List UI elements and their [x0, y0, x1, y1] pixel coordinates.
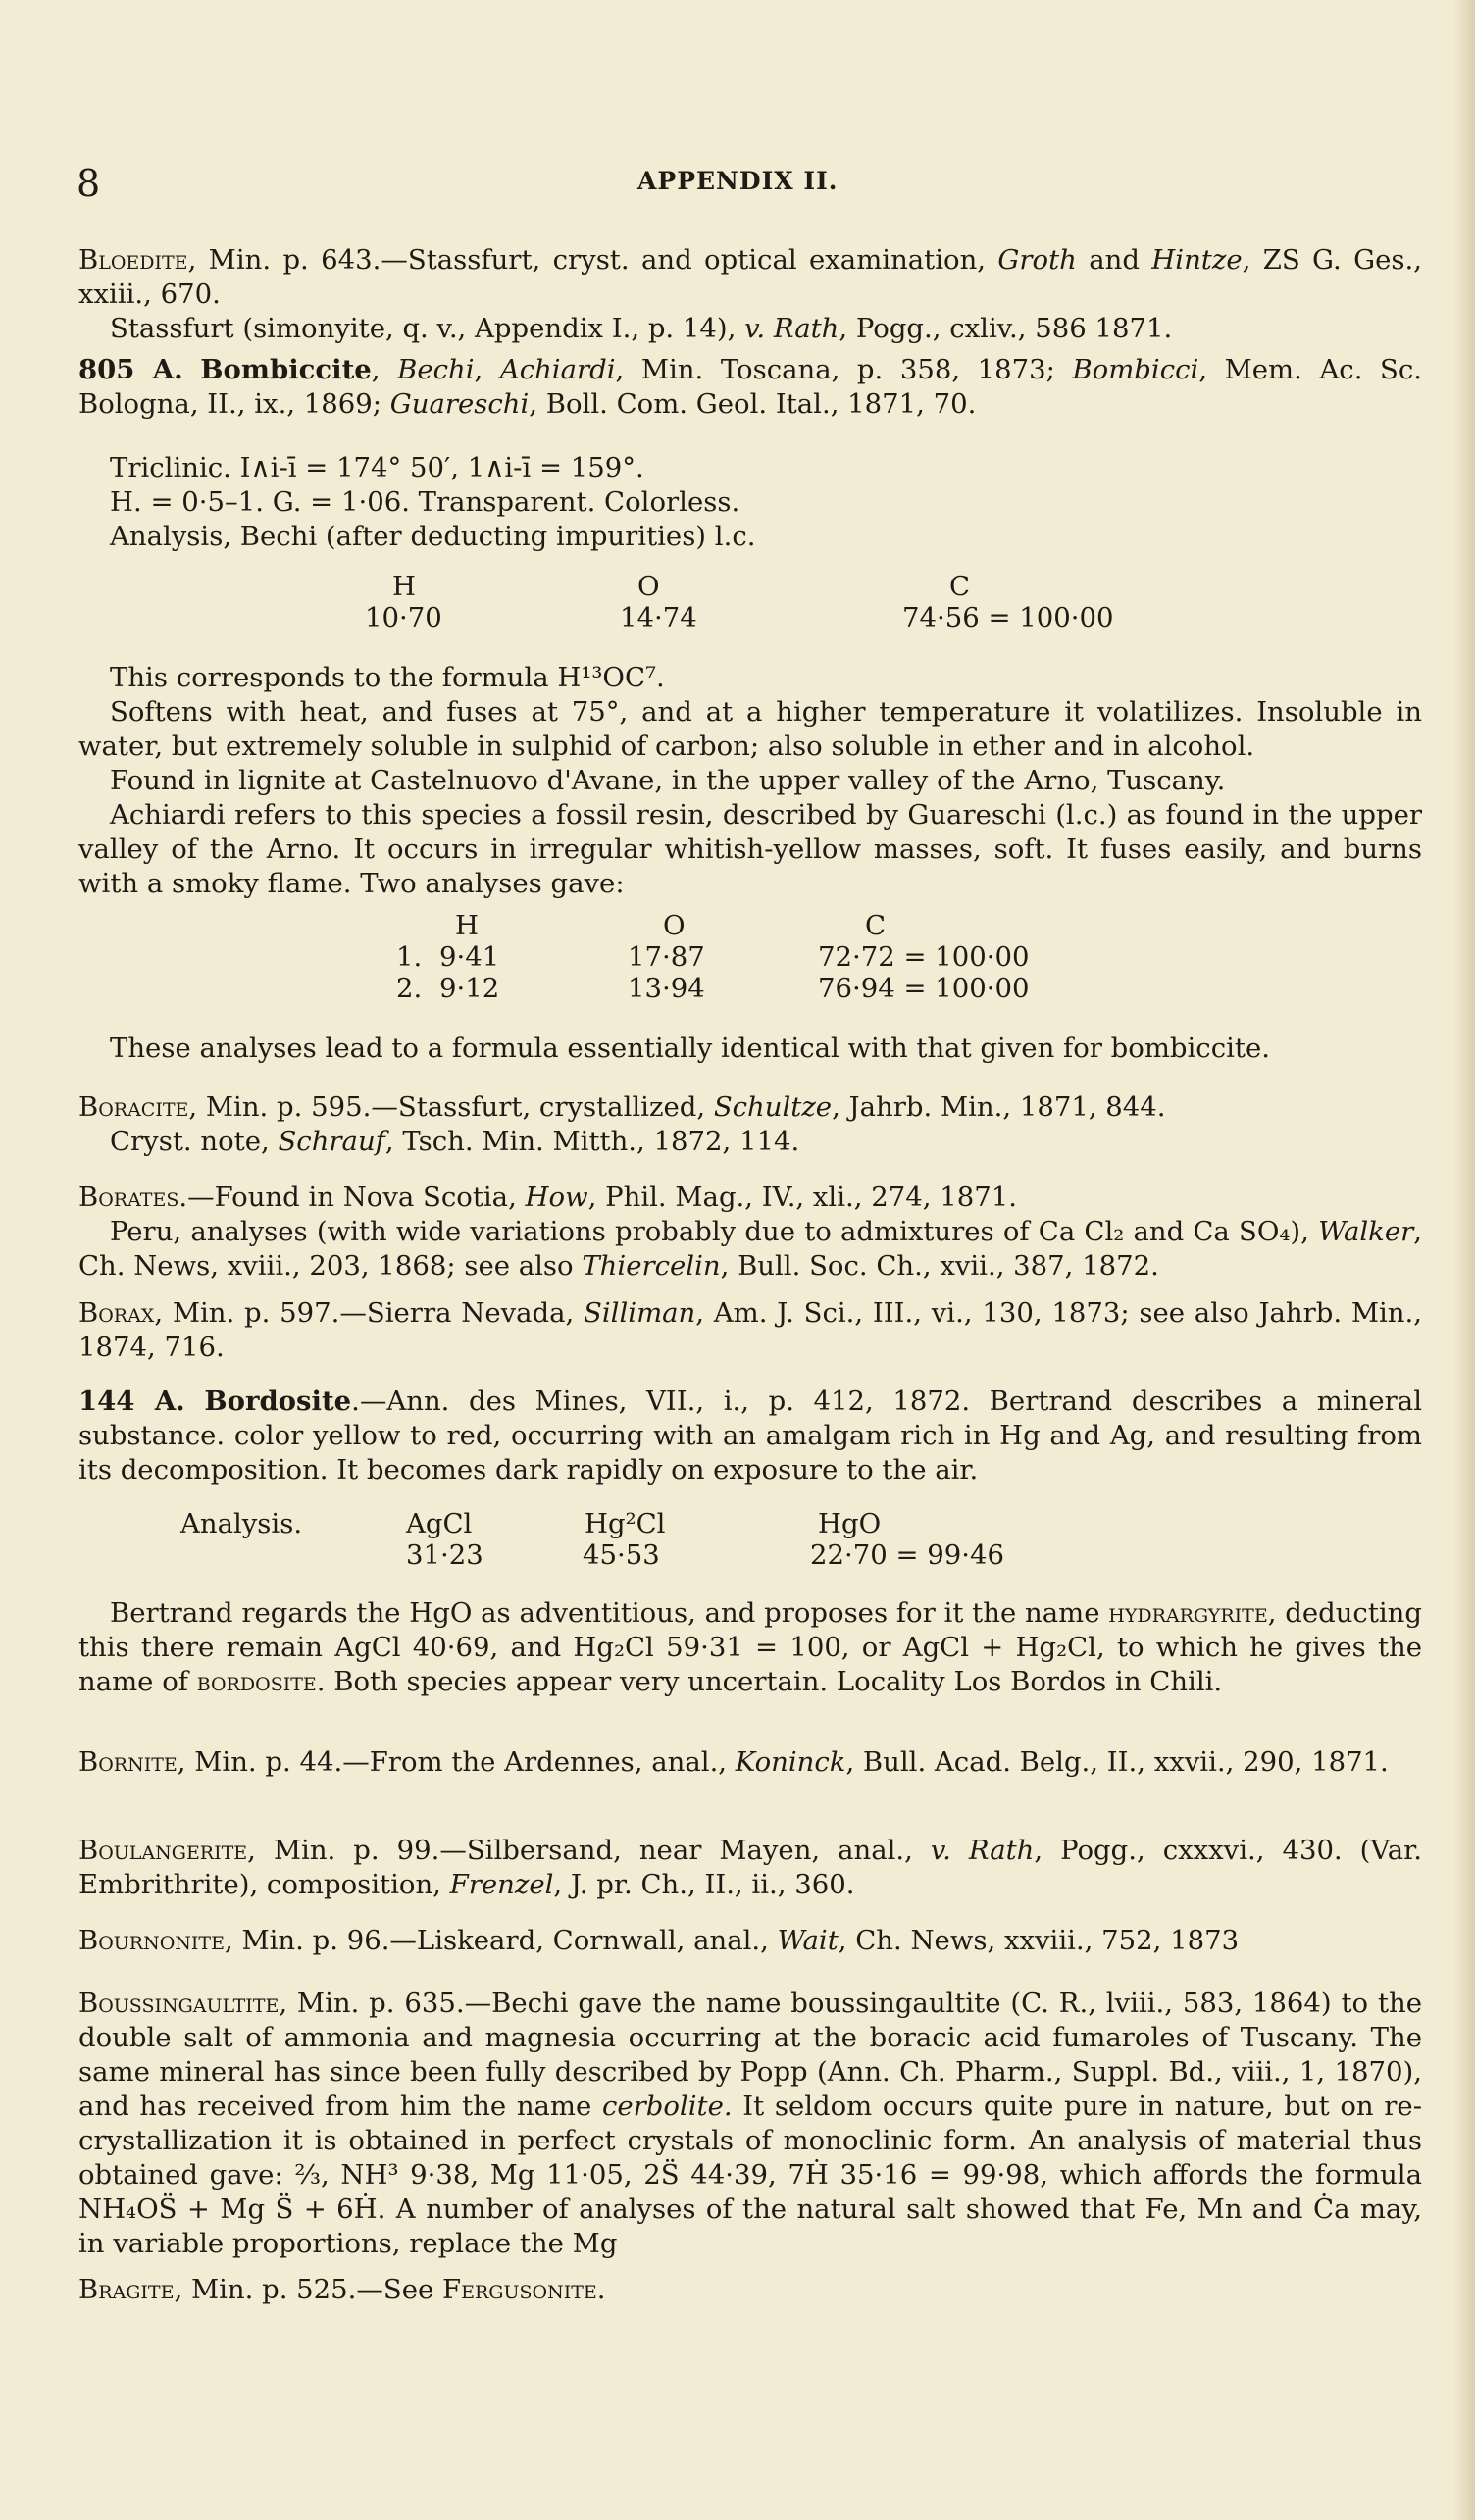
- entry-borax: Borax, Min. p. 597.—Sierra Nevada, Silliman, Am. J. Sci., III., vi., 130, 1873; see also Jahrb. Min., 1874, 716.: [78, 1297, 1422, 1363]
- column-header: H: [392, 571, 416, 602]
- entry-name: Bournonite: [78, 1925, 225, 1956]
- bombiccite-description: This corresponds to the formula H¹³OC⁷. Softens with heat, and fuses at 75°, and at a higher temperature it volatilizes. Insoluble in water, but extremely soluble in sulphid of carbon; also soluble in ether and in alcohol. Found in lignite at Castelnuovo d'Avane, in the upper valley of the Arno, Tuscany. Achiardi refers to this species a fossil resin, described by Guareschi (l.c.) as found in the upper valley of the Arno. It occurs in irregular whitish-yellow masses, soft. It fuses easily, and burns with a smoky flame. Two analyses gave:: [78, 662, 1422, 899]
- entry-name: Boracite: [78, 1091, 189, 1123]
- table-cell: 13·94: [628, 973, 705, 1004]
- table-label: Analysis.: [180, 1508, 303, 1539]
- page-number: 8: [76, 162, 101, 205]
- entry-name: Bragite: [78, 2274, 175, 2305]
- entry-name: Boulangerite: [78, 1835, 248, 1866]
- entry-bragite: Bragite, Min. p. 525.—See Fergusonite.: [78, 2274, 606, 2305]
- column-header: AgCl: [406, 1508, 473, 1539]
- entry-bordosite: 144 A. Bordosite.—Ann. des Mines, VII., i., p. 412, 1872. Bertrand describes a mineral substance. color yellow to red, occurring with an amalgam rich in Hg and Ag, and resulting from its decomposition. It becomes dark rapidly on exposure to the air.: [78, 1386, 1422, 1486]
- table-cell: 14·74: [620, 602, 697, 633]
- entry-name: Borates: [78, 1182, 179, 1213]
- bombiccite-properties: Triclinic. I∧i-ī = 174° 50′, 1∧i-ī = 159°. H. = 0·5–1. G. = 1·06. Transparent. Colorless. Analysis, Bechi (after deducting impurities) l.c.: [110, 452, 756, 552]
- table-cell: 9·12: [439, 973, 500, 1004]
- column-header: C: [949, 571, 971, 602]
- table-cell: 17·87: [628, 941, 705, 973]
- entry-bournonite: Bournonite, Min. p. 96.—Liskeard, Cornwall, anal., Wait, Ch. News, xxviii., 752, 1873: [78, 1925, 1240, 1956]
- entry-name: Bloedite: [78, 244, 188, 276]
- bombiccite-conclusion: These analyses lead to a formula essentially identical with that given for bombiccite.: [110, 1033, 1270, 1064]
- bordosite-discussion: Bertrand regards the HgO as adventitious, and proposes for it the name hydrargyrite, deducting this there remain AgCl 40·69, and Hg₂Cl 59·31 = 100, or AgCl + Hg₂Cl, to which he gives the name of bordosite. Both species appear very uncertain. Locality Los Bordos in Chili.: [78, 1597, 1422, 1697]
- entry-name: Borax: [78, 1297, 155, 1329]
- entry-boracite: Boracite, Min. p. 595.—Stassfurt, crystallized, Schultze, Jahrb. Min., 1871, 844. Cryst. note, Schrauf, Tsch. Min. Mitth., 1872, 114.: [78, 1091, 1166, 1157]
- row-label: 1.: [396, 941, 423, 973]
- column-header: O: [663, 910, 686, 941]
- table-cell: 74·56 = 100·00: [902, 602, 1114, 633]
- table-cell: 72·72 = 100·00: [818, 941, 1030, 973]
- table-cell: 22·70 = 99·46: [810, 1539, 1004, 1571]
- entry-boulangerite: Boulangerite, Min. p. 99.—Silbersand, near Mayen, anal., v. Rath, Pogg., cxxxvi., 430. (Var. Embrithrite), composition, Frenzel, J. pr. Ch., II., ii., 360.: [78, 1835, 1422, 1900]
- entry-name: Bombiccite: [200, 354, 372, 385]
- table-cell: 10·70: [365, 602, 442, 633]
- entry-name: Bornite: [78, 1746, 178, 1778]
- entry-bloedite: Bloedite, Min. p. 643.—Stassfurt, cryst. and optical examination, Groth and Hintze, ZS G. Ges., xxiii., 670. Stassfurt (simonyite, q. v., Appendix I., p. 14), v. Rath, Pogg., cxliv., 586 1871.: [78, 244, 1422, 344]
- entry-bornite: Bornite, Min. p. 44.—From the Ardennes, anal., Koninck, Bull. Acad. Belg., II., xxvii., 290, 1871.: [78, 1746, 1389, 1778]
- entry-borates: Borates.—Found in Nova Scotia, How, Phil. Mag., IV., xli., 274, 1871. Peru, analyses (with wide variations probably due to admixtures of Ca Cl₂ and Ca SO₄), Walker, Ch. News, xviii., 203, 1868; see also Thiercelin, Bull. Soc. Ch., xvii., 387, 1872.: [78, 1182, 1422, 1282]
- entry-bombiccite: 805 A. Bombiccite, Bechi, Achiardi, Min. Toscana, p. 358, 1873; Bombicci, Mem. Ac. Sc. Bologna, II., ix., 1869; Guareschi, Boll. Com. Geol. Ital., 1871, 70.: [78, 354, 1422, 420]
- analysis-table-bordosite: [0, 1508, 1475, 1577]
- analysis-table-two: [0, 910, 1475, 1008]
- table-cell: 9·41: [439, 941, 500, 973]
- table-cell: 31·23: [406, 1539, 483, 1571]
- column-header: HgO: [818, 1508, 882, 1539]
- column-header: Hg²Cl: [585, 1508, 666, 1539]
- entry-boussingaultite: Boussingaultite, Min. p. 635.—Bechi gave the name boussingaultite (C. R., lviii., 583, 1864) to the double salt of ammonia and magnesia occurring at the boracic acid fumaroles of Tuscany. The same mineral has since been fully described by Popp (Ann. Ch. Pharm., Suppl. Bd., viii., 1, 1870), and has received from him the name cerbolite. It seldom occurs quite pure in nature, but on re-crystallization it is obtained in perfect crystals of monoclinic form. An analysis of material thus obtained gave: ⅔, NH³ 9·38, Mg 11·05, 2S̈ 44·39, 7Ḣ 35·16 = 99·98, which affords the formula NH₄OS̈ + Mg S̈ + 6Ḣ. A number of analyses of the natural salt showed that Fe, Mn and Ċa may, in variable proportions, replace the Mg: [78, 1988, 1422, 2259]
- entry-name: Bordosite: [204, 1386, 352, 1417]
- table-cell: 45·53: [583, 1539, 660, 1571]
- column-header: O: [637, 571, 660, 602]
- running-title: APPENDIX II.: [637, 167, 839, 195]
- table-cell: 76·94 = 100·00: [818, 973, 1030, 1004]
- entry-name: Boussingaultite: [78, 1988, 280, 2019]
- column-header: C: [865, 910, 887, 941]
- column-header: H: [455, 910, 479, 941]
- row-label: 2.: [396, 973, 423, 1004]
- analysis-table-bechi: [0, 571, 1475, 639]
